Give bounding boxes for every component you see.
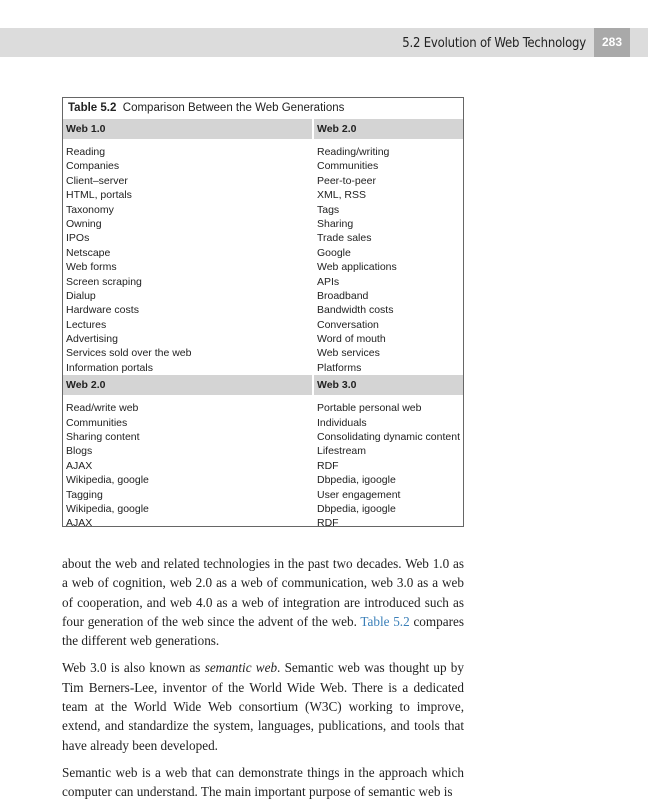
table-cell: Trade sales [317, 232, 372, 245]
text: . Semantic web was thought up by Tim Berners-Lee, inventor of the World Wide Web. There is a dedicated team at the World Wide Web consortium (W3C) working to improve, extend, and standardize the system, languages, publications, and tools that have already been developed. [62, 660, 464, 753]
column-header: Web 2.0 [63, 375, 312, 395]
table-title: Comparison Between the Web Generations [122, 102, 345, 114]
table-row [63, 430, 463, 444]
table-cell: Google [317, 246, 351, 259]
table-row [63, 459, 463, 473]
table-cell: Conversation [317, 318, 379, 331]
page-number: 283 [594, 28, 630, 57]
comparison-table [62, 97, 464, 530]
emphasis: semantic web [204, 660, 278, 676]
table-row [63, 516, 463, 530]
table-cell: XML, RSS [317, 189, 367, 202]
table-cell: Consolidating dynamic content [317, 431, 461, 444]
table-row [63, 502, 463, 516]
paragraph [62, 658, 464, 754]
table-row [63, 444, 463, 458]
table-caption [63, 98, 463, 119]
table-cell: IPOs [66, 232, 90, 245]
table-cell: Reading [66, 146, 106, 158]
table-cell: Sharing content [66, 431, 140, 444]
column-header: Web 2.0 [314, 119, 463, 139]
table-row [63, 174, 463, 188]
table-cell: Reading/writing [317, 146, 390, 158]
table-cell: Wikipedia, google [66, 502, 149, 515]
table-cell: HTML, portals [66, 189, 132, 202]
table-cell: Individuals [317, 416, 367, 429]
table-row [63, 332, 463, 346]
table-cell: Wikipedia, google [66, 474, 149, 487]
table-cell: Read/write web [66, 402, 139, 415]
table-row [63, 416, 463, 430]
table-label: Table 5.2 [68, 102, 117, 114]
paragraph: Semantic web is a web that can demonstrate things in the approach which computer can understand. The main important purpose of semantic web is [62, 764, 464, 800]
table-row [63, 188, 463, 202]
table-row [63, 318, 463, 332]
table-cell: Information portals [66, 361, 153, 374]
table-cell: Web applications [317, 261, 397, 274]
table-row [63, 361, 463, 375]
table-cell: Hardware costs [66, 304, 139, 317]
table-header-row [63, 375, 463, 395]
table-cell: Lectures [66, 318, 107, 331]
table-cell: Communities [66, 416, 128, 429]
table-cell: Tagging [66, 488, 103, 501]
table-row [63, 246, 463, 260]
text: Web 3.0 is also known as [62, 660, 205, 676]
table-cell: Communities [317, 160, 379, 173]
table-row [63, 260, 463, 274]
table-cell: Blogs [66, 445, 93, 458]
table-row [63, 401, 463, 415]
table-cell: Services sold over the web [66, 347, 192, 360]
table-cell: Owning [66, 217, 102, 230]
table-cell: Taxonomy [66, 203, 114, 216]
table-row [63, 303, 463, 317]
table-row [63, 346, 463, 360]
table-cell: Sharing [317, 217, 354, 230]
table-cell: AJAX [66, 459, 93, 472]
table-cell: Screen scraping [66, 275, 142, 288]
running-title: 5.2 Evolution of Web Technology [402, 36, 586, 51]
table-cell: User engagement [317, 488, 401, 501]
table-cell: APIs [317, 275, 340, 288]
table-row [63, 203, 463, 217]
text: about the web and related technologies in the past two decades. Web 1.0 as a web of cognition, web 2.0 as a web of communication, web 3.0 as a web of cooperation, and web 4.0 as a web of integration are introduced such as four generation of the web since the advent of the web. [62, 556, 464, 629]
body-text [62, 554, 464, 800]
table-cell: Bandwidth costs [317, 304, 394, 317]
paragraph [62, 554, 464, 650]
table-cell: Client–server [66, 174, 128, 187]
table-cell: Dbpedia, igoogle [317, 474, 396, 487]
table-cell: Advertising [66, 333, 118, 346]
table-header-row [63, 119, 463, 139]
table-cell: Peer-to-peer [317, 174, 376, 187]
table-row [63, 473, 463, 487]
table-row [63, 289, 463, 303]
table-cell: Portable personal web [317, 402, 422, 415]
table-row [63, 231, 463, 245]
table-cell: Dialup [66, 289, 96, 302]
table-cell: Lifestream [317, 445, 367, 458]
table-cell: Word of mouth [317, 333, 386, 346]
table-cell: Dbpedia, igoogle [317, 502, 396, 515]
table-cell: Netscape [66, 246, 111, 259]
table-cell: RDF [317, 517, 339, 530]
table-cell: Web services [317, 347, 380, 360]
table-row [63, 159, 463, 173]
table-row [63, 275, 463, 289]
table-reference-link[interactable]: Table 5.2 [360, 613, 410, 629]
table-row [63, 217, 463, 231]
text: compares the different web generations. [62, 613, 464, 649]
column-header: Web 3.0 [314, 375, 463, 395]
table-cell: RDF [317, 459, 339, 472]
table-cell: AJAX [66, 517, 93, 530]
table-cell: Tags [317, 203, 340, 216]
table-cell: Platforms [317, 361, 362, 374]
table-cell: Broadband [317, 289, 369, 302]
table-cell: Companies [66, 160, 120, 173]
column-header: Web 1.0 [63, 119, 312, 139]
table-row [63, 488, 463, 502]
table-cell: Web forms [66, 261, 117, 274]
table-row [63, 145, 463, 159]
